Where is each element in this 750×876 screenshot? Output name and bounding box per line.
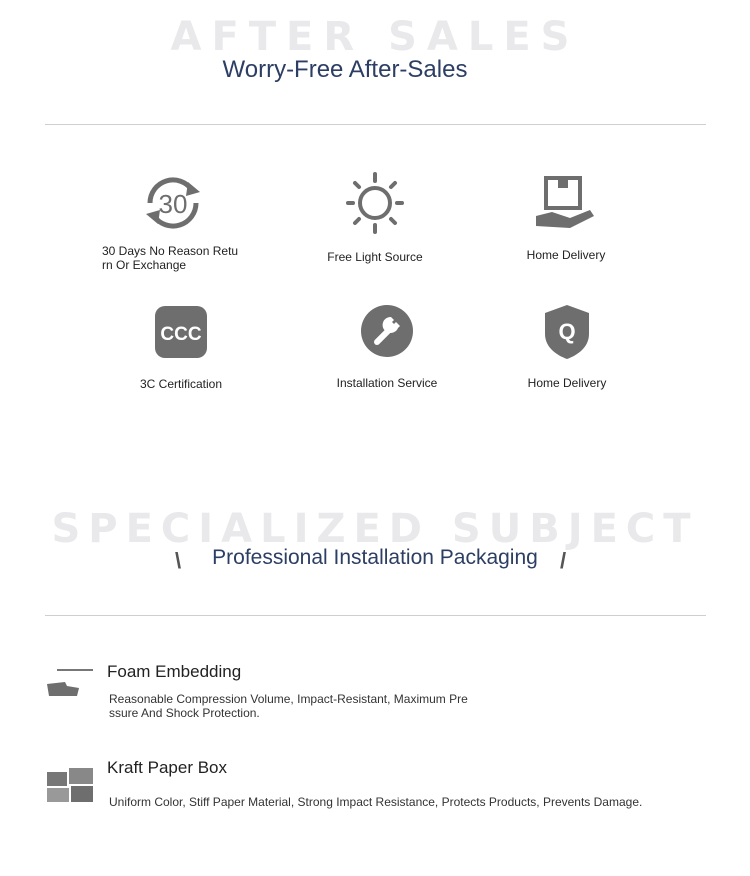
service-label-cont: rn Or Exchange <box>102 258 187 272</box>
title-deco-right: / <box>560 548 567 573</box>
packaging-desc <box>109 795 642 809</box>
packaging-title: Kraft Paper Box <box>107 758 228 777</box>
service-installation <box>292 304 482 390</box>
30-days-icon-text: 30 <box>158 189 188 219</box>
30-days-icon <box>140 172 206 234</box>
packaging-desc-line: Uniform Color, Stiff Paper Material, Strong Impact Resistance, Protects Products, Prevents Damage. <box>109 795 643 809</box>
section-watermark: AFTER SALES <box>170 14 580 60</box>
section-title-packaging: Professional Installation Packaging <box>212 546 538 569</box>
quality-shield-icon <box>544 304 590 360</box>
quality-shield-icon-text: Q <box>558 319 576 344</box>
service-label: 3C Certification <box>139 377 223 391</box>
service-label: Home Delivery <box>526 248 606 262</box>
service-3c-certification <box>86 305 276 391</box>
service-label: Free Light Source <box>327 250 423 264</box>
service-label: 30 Days No Reason Retu <box>102 244 239 258</box>
foam-icon <box>45 666 95 700</box>
packaging-desc-line: ssure And Shock Protection. <box>109 706 260 720</box>
ccc-icon <box>154 305 208 359</box>
sun-icon <box>344 172 406 234</box>
service-label: Installation Service <box>336 376 438 390</box>
packaging-desc <box>109 692 468 720</box>
divider <box>45 615 706 616</box>
service-return-exchange <box>78 172 268 272</box>
packaging-title: Foam Embedding <box>107 662 242 681</box>
service-quality-delivery <box>472 304 662 390</box>
service-label: Home Delivery <box>527 376 607 390</box>
service-free-light-source <box>280 172 470 264</box>
box-hand-icon <box>534 176 598 232</box>
ccc-icon-text: CCC <box>160 324 202 345</box>
wrench-icon <box>360 304 414 358</box>
title-deco-left: \ <box>175 548 182 573</box>
packaging-desc-line: Reasonable Compression Volume, Impact-Resistant, Maximum Pre <box>109 692 468 706</box>
kraft-box-icon <box>45 764 97 804</box>
service-home-delivery <box>471 176 661 262</box>
divider <box>45 124 706 125</box>
section-watermark: SPECIALIZED SUBJECT <box>51 506 699 552</box>
section-title-after-sales: Worry-Free After-Sales <box>222 56 468 83</box>
